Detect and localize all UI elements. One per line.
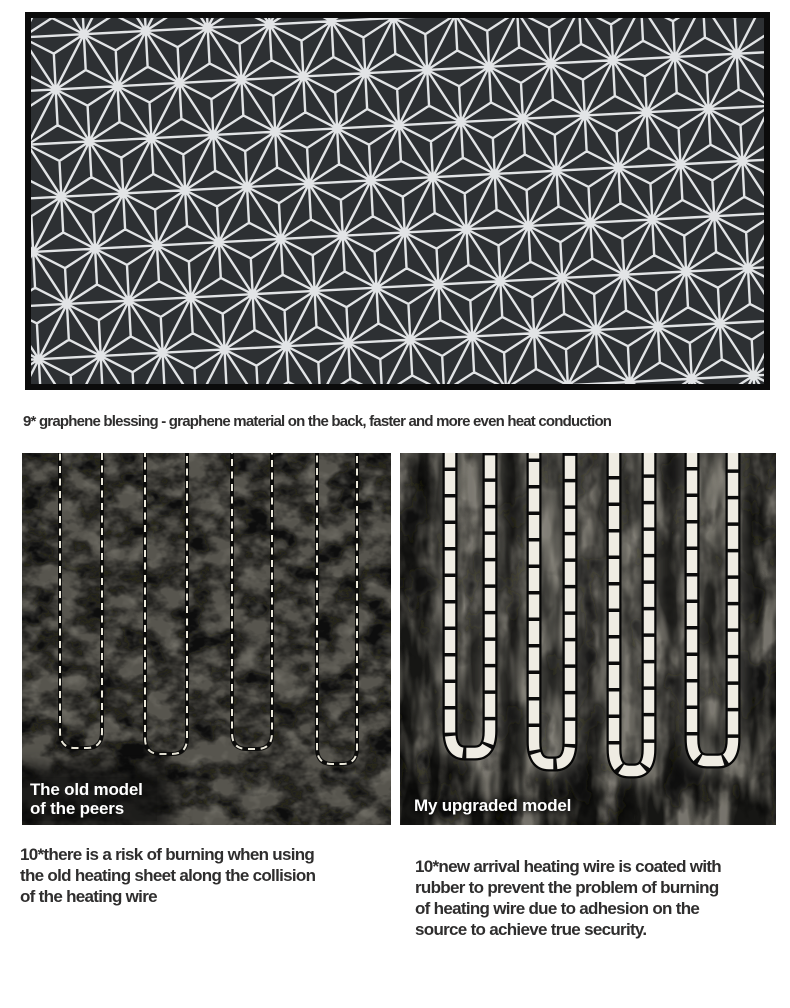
new-model-photo	[400, 453, 776, 825]
old-footnote-line3: of the heating wire	[20, 887, 157, 906]
new-footnote-line3: of heating wire due to adhesion on the	[415, 899, 700, 918]
old-footnote-line1: 10*there is a risk of burning when using	[20, 845, 315, 864]
old-heating-wire-image	[22, 453, 391, 825]
old-model-footnote	[20, 844, 315, 907]
graphene-fabric-photo	[31, 18, 764, 384]
new-footnote-line2: rubber to prevent the problem of burning	[415, 878, 719, 897]
old-footnote-line2: the old heating sheet along the collision	[20, 866, 316, 885]
upgraded-heating-wire-image	[400, 453, 776, 825]
old-model-photo	[22, 453, 391, 825]
hero-caption: 9* graphene blessing - graphene material on the back, faster and more even heat conduction	[23, 413, 612, 430]
new-model-label: My upgraded model	[414, 796, 572, 815]
new-model-footnote	[415, 856, 721, 940]
graphene-fabric-photo-frame	[25, 12, 770, 390]
old-model-label	[22, 777, 157, 821]
old-model-label-line2: of the peers	[30, 799, 124, 818]
comparison-row	[22, 453, 776, 825]
new-footnote-line4: source to achieve true security.	[415, 920, 647, 939]
new-footnote-line1: 10*new arrival heating wire is coated with	[415, 857, 721, 876]
old-model-label-line1: The old model	[30, 780, 143, 799]
